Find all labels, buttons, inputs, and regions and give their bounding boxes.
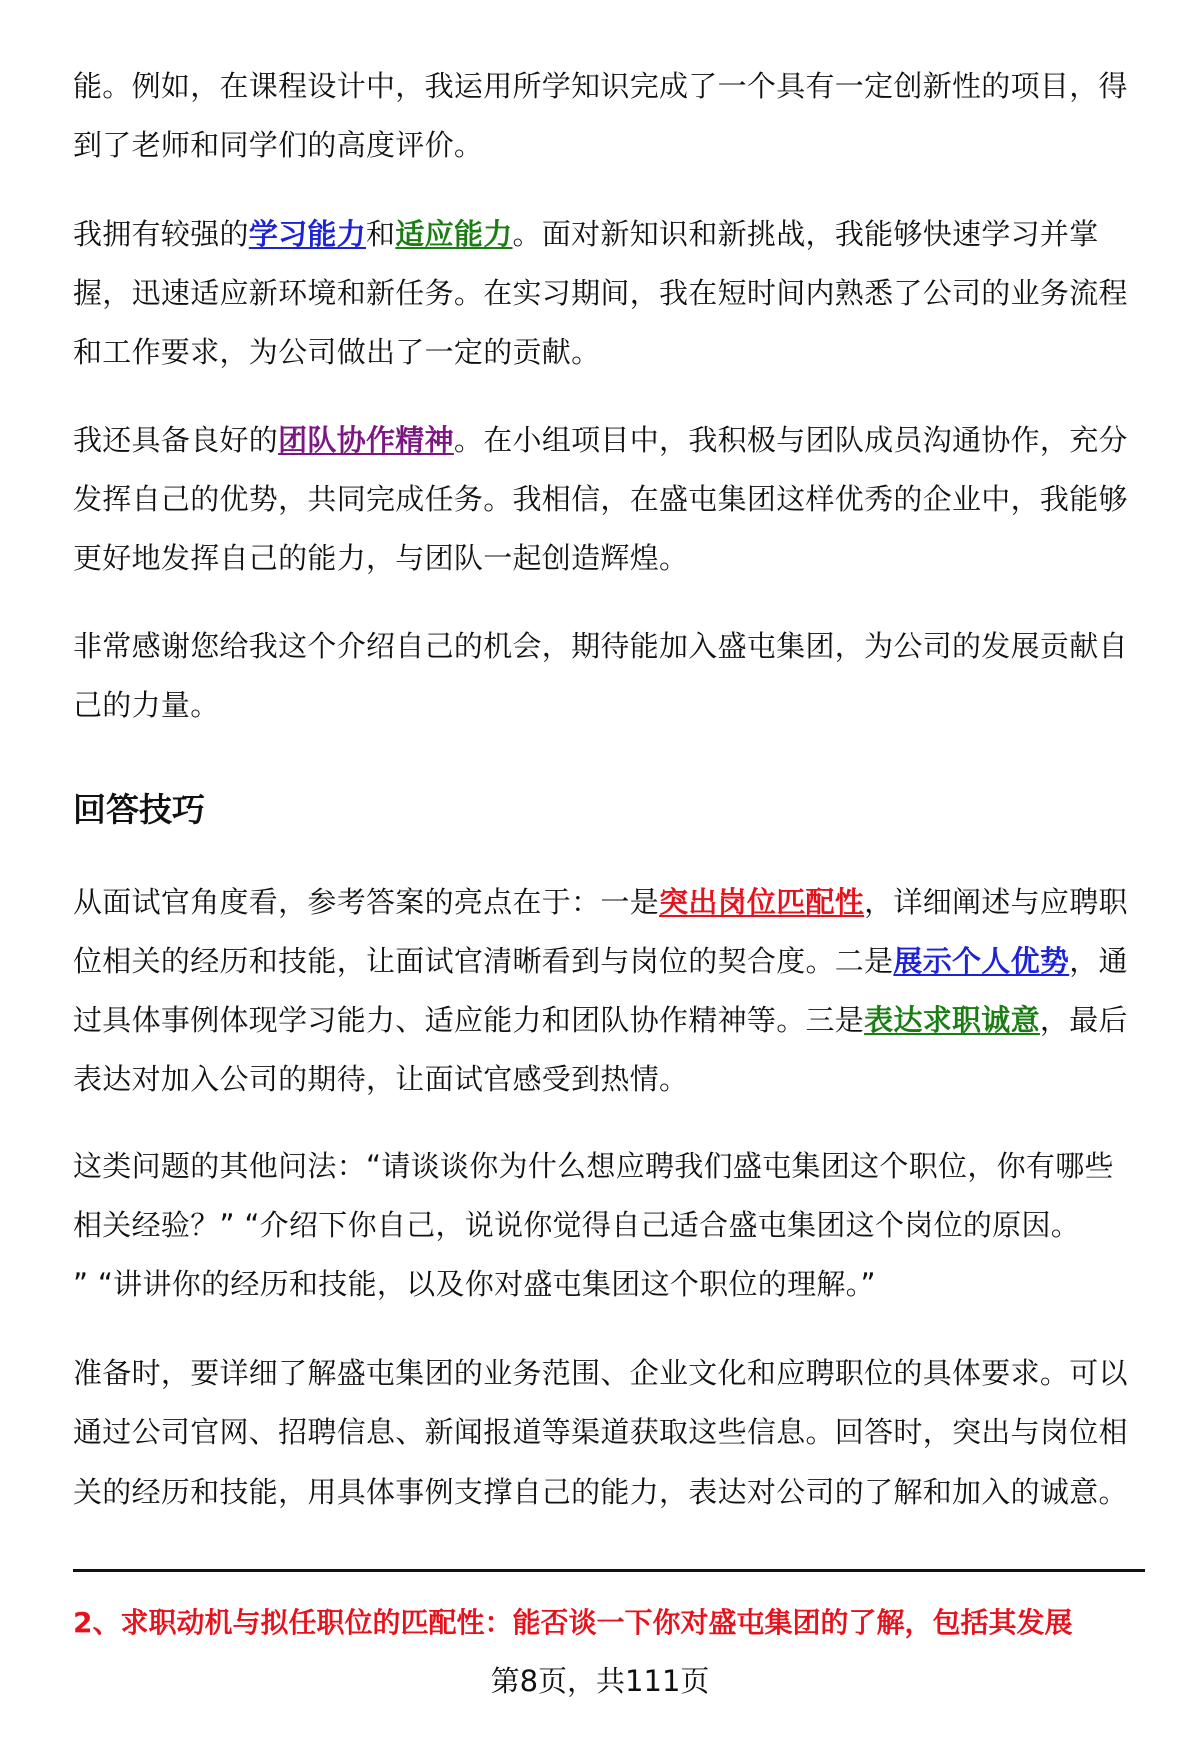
text-segment: 和 [366,217,396,251]
highlight-keyword: 突出岗位匹配性 [659,885,865,919]
paragraph-4-line [73,882,1143,922]
text-segment: ，最后 [1039,1003,1128,1037]
text-segment: 我还具备良好的 [73,423,279,457]
paragraph-1-line [73,214,1143,254]
next-question-title: 2、求职动机与拟任职位的匹配性：能否谈一下你对盛屯集团的了解，包括其发展 [73,1606,1073,1639]
paragraph-0-line [73,125,1143,165]
paragraph-4-line [73,1000,1143,1040]
text-segment: 从面试官角度看，参考答案的亮点在于：一是 [73,885,660,919]
text-segment: 更好地发挥自己的能力，与团队一起创造辉煌。 [73,541,689,575]
highlight-keyword: 团队协作精神 [278,423,454,457]
text-segment: ，详细阐述与应聘职 [864,885,1128,919]
text-segment: 握，迅速适应新环境和新任务。在实习期间，我在短时间内熟悉了公司的业务流程 [73,276,1128,310]
highlight-keyword: 表达求职诚意 [864,1003,1040,1037]
text-segment: 和工作要求，为公司做出了一定的贡献。 [73,335,601,369]
text-segment: 非常感谢您给我这个介绍自己的机会，期待能加入盛屯集团，为公司的发展贡献自 [73,629,1128,663]
text-segment: 位相关的经历和技能，让面试官清晰看到与岗位的契合度。二是 [73,944,894,978]
text-segment: 己的力量。 [73,688,220,722]
text-segment: 通过公司官网、招聘信息、新闻报道等渠道获取这些信息。回答时，突出与岗位相 [73,1415,1128,1449]
text-segment: 发挥自己的优势，共同完成任务。我相信，在盛屯集团这样优秀的企业中，我能够 [73,482,1128,516]
text-segment: 相关经验？” “介绍下你自己，说说你觉得自己适合盛屯集团这个岗位的原因。 [73,1208,1081,1242]
highlight-keyword: 展示个人优势 [893,944,1070,978]
paragraph-5-line [73,1205,1143,1245]
paragraph-1-line [73,273,1143,313]
paragraph-3-line [73,685,1143,725]
text-segment: 这类问题的其他问法：“请谈谈你为什么想应聘我们盛屯集团这个职位，你有哪些 [73,1149,1114,1183]
paragraph-2-line [73,420,1143,460]
paragraph-3-line [73,626,1143,666]
text-segment: 准备时，要详细了解盛屯集团的业务范围、企业文化和应聘职位的具体要求。可以 [73,1356,1128,1390]
paragraph-6-line [73,1412,1143,1452]
highlight-keyword: 学习能力 [248,217,367,251]
text-segment: 到了老师和同学们的高度评价。 [73,128,484,162]
text-segment: 表达对加入公司的期待，让面试官感受到热情。 [73,1062,689,1096]
page-number: 第8页，共111页 [490,1664,710,1698]
divider [73,1569,1145,1572]
text-segment: ” “讲讲你的经历和技能，以及你对盛屯集团这个职位的理解。” [73,1267,876,1301]
text-segment: 过具体事例体现学习能力、适应能力和团队协作精神等。三是 [73,1003,865,1037]
highlight-keyword: 适应能力 [395,217,513,251]
paragraph-2-line [73,479,1143,519]
paragraph-5-line [73,1146,1143,1186]
paragraph-4-line [73,1059,1143,1099]
text-segment: 。面对新知识和新挑战，我能够快速学习并掌 [512,217,1099,251]
text-segment: 能。例如，在课程设计中，我运用所学知识完成了一个具有一定创新性的项目，得 [73,69,1128,103]
text-segment: 关的经历和技能，用具体事例支撑自己的能力，表达对公司的了解和加入的诚意。 [73,1475,1128,1509]
paragraph-1-line [73,332,1143,372]
paragraph-6-line [73,1472,1143,1512]
paragraph-5-line [73,1264,1143,1304]
paragraph-0-line [73,66,1143,106]
text-segment: ，通 [1069,944,1128,978]
paragraph-2-line [73,538,1143,578]
paragraph-4-line [73,941,1143,981]
text-segment: 我拥有较强的 [73,217,249,251]
section-heading: 回答技巧 [73,790,205,829]
paragraph-6-line [73,1353,1143,1393]
text-segment: 。在小组项目中，我积极与团队成员沟通协作，充分 [453,423,1128,457]
